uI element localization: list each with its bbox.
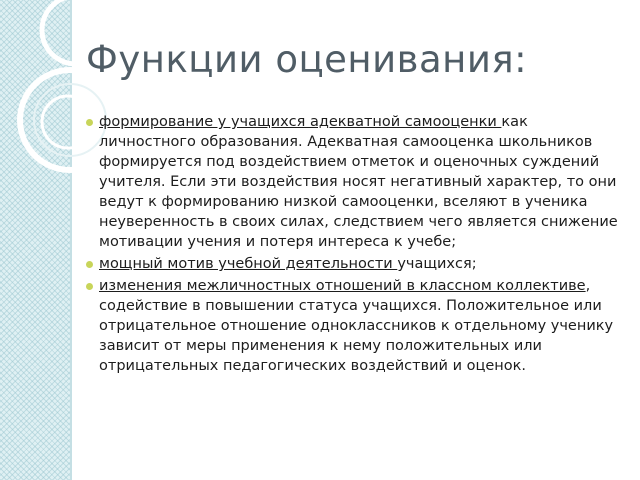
bullet-text: , содействие в повышении статуса учащихся. Положительное или отрицательное отношение одноклассников к отдельному ученику зависит от меры применения к нему положительных или отрицательных педагогических воздействий и оценок.: [99, 278, 614, 374]
bullet-underlined-phrase: мощный мотив учебной деятельности: [99, 256, 398, 272]
bullet-list: [86, 112, 621, 378]
bullet-underlined-phrase: изменения межличностных отношений в классном коллективе: [99, 278, 586, 294]
bullet-text: учащихся;: [397, 256, 477, 272]
slide-title: Функции оценивания:: [86, 38, 528, 81]
bullet-dot-icon: [86, 261, 93, 268]
bullet-underlined-phrase: формирование у учащихся адекватной самооценки: [99, 114, 502, 130]
bullet-item: [86, 254, 621, 274]
bullet-item: [86, 112, 621, 252]
bullet-dot-icon: [86, 283, 93, 290]
bullet-dot-icon: [86, 119, 93, 126]
bullet-text: как личностного образования. Адекватная самооценка школьников формируется под воздействием отметок и оценочных суждений учителя. Если эти воздействия носят негативный характер, то они ведут к формированию низкой самооценки, вселяют в ученика неуверенность в своих силах, следствием чего является снижение мотивации учения и потеря интереса к учебе;: [99, 114, 618, 250]
bullet-item: [86, 276, 621, 376]
